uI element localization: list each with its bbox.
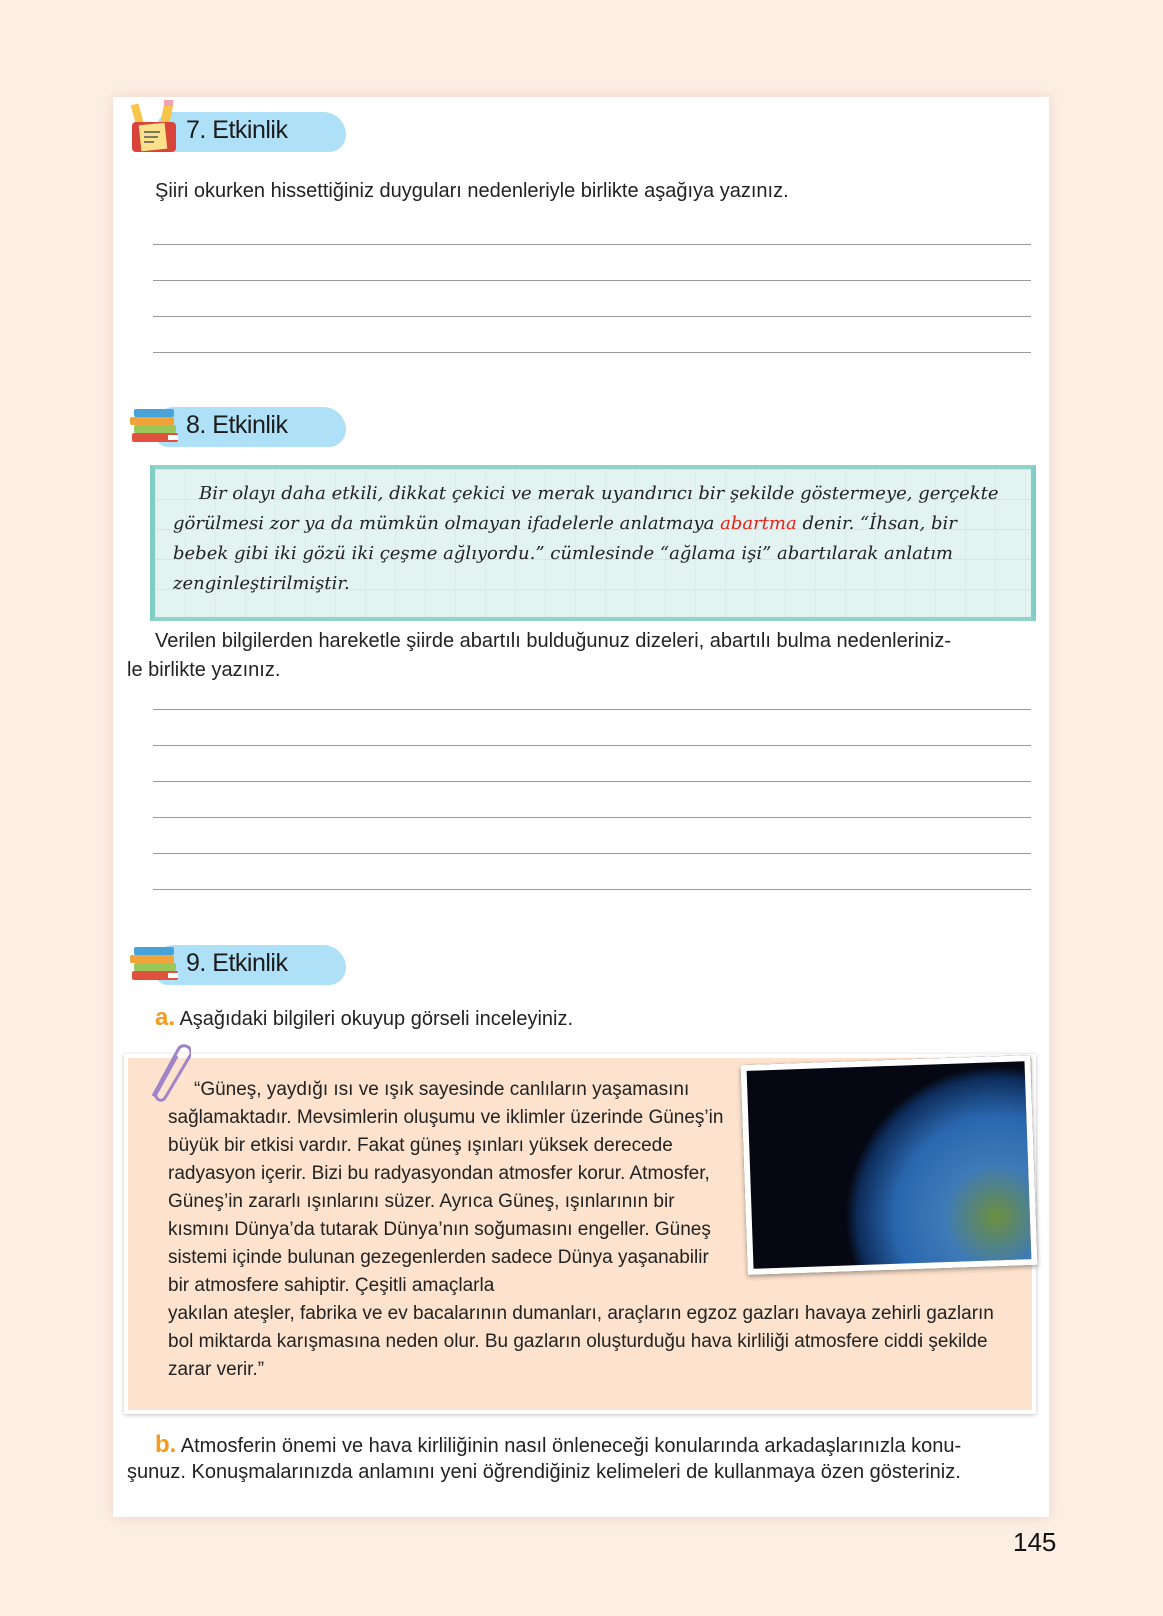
answer-line[interactable] xyxy=(153,745,1031,746)
activity-9-header xyxy=(128,933,328,987)
definition-text: Bir olayı daha etkili, dikkat çekici ve merak uyandırıcı bir şekilde göstermeye, gerçekte görülmesi zor ya da mümkün olmayan ifadelerle anlatmaya xyxy=(173,483,999,534)
info-text-part1: “Güneş, yaydığı ısı ve ışık sayesinde canlıların yaşamasını sağlamaktadır. Mevsimlerin oluşumu ve iklimler üzerinde Güneş’in büyük bir etkisi vardır. Fakat güneş ışınları yüksek derecede radyasyon içerir. Bizi bu radyasyondan atmosfer korur. Atmosfer, Güneş’in zararlı ışınlarını süzer. Ayrıca Güneş, ışınlarının bir kısmını Dünya’da tutarak Dünya’nın soğumasını engeller. Güneş sistemi içinde bulunan gezegenlerden sadece Dünya yaşanabilir bir atmosfere sahiptir. Çeşitli amaçlarla xyxy=(168,1079,724,1296)
activity-8-title: 8. Etkinlik xyxy=(186,411,288,439)
activity-8-instruction-line2: le birlikte yazınız. xyxy=(127,659,281,681)
activity-7-instruction: Şiiri okurken hissettiğiniz duyguları nedenleriyle birlikte aşağıya yazınız. xyxy=(155,180,789,202)
answer-line[interactable] xyxy=(153,817,1031,818)
definition-text-rest: denir. “İhsan, bir bebek gibi iki gözü iki çeşme ağlıyordu.” cümlesinde “ağlama işi” abartılarak anlatım zenginleştirilmiştir. xyxy=(173,513,957,594)
answer-line[interactable] xyxy=(153,352,1031,353)
books-icon xyxy=(128,395,184,449)
answer-line[interactable] xyxy=(153,280,1031,281)
answer-line[interactable] xyxy=(153,889,1031,890)
answer-line[interactable] xyxy=(153,316,1031,317)
page-number: 145 xyxy=(1013,1527,1057,1557)
info-text-part2: yakılan ateşler, fabrika ve ev bacalarının dumanları, araçların egzoz gazları havaya zehirli gazların bol miktarda karışmasına neden olur. Bu gazların oluşturduğu hava kirliliği atmosfere ciddi şekilde zarar verir.” xyxy=(168,1303,994,1380)
definition-box xyxy=(150,465,1036,621)
item-a-text: Aşağıdaki bilgileri okuyup görseli inceleyiniz. xyxy=(179,1008,574,1030)
activity-7-header xyxy=(128,100,328,154)
earth-image xyxy=(740,1055,1037,1275)
answer-line[interactable] xyxy=(153,853,1031,854)
paperclip-icon xyxy=(145,1040,191,1102)
item-b-line1: Atmosferin önemi ve hava kirliliğinin nasıl önleneceği konularında arkadaşlarınızla konu- xyxy=(180,1435,962,1457)
activity-8-header xyxy=(128,395,328,449)
item-a-marker: a. xyxy=(155,1004,176,1031)
pencil-cup-icon xyxy=(128,100,184,154)
item-b-marker: b. xyxy=(155,1431,177,1458)
activity-8-instruction-line1: Verilen bilgilerden hareketle şiirde abartılı bulduğunuz dizeleri, abartılı bulma nedenleriniz- xyxy=(155,630,952,652)
answer-line[interactable] xyxy=(153,781,1031,782)
definition-term: abartma xyxy=(720,513,797,534)
answer-line[interactable] xyxy=(153,709,1031,710)
answer-line[interactable] xyxy=(153,244,1031,245)
item-b-line2: şunuz. Konuşmalarınızda anlamını yeni öğrendiğiniz kelimeleri de kullanmaya özen gösteriniz. xyxy=(127,1461,961,1483)
books-icon xyxy=(128,933,184,987)
activity-7-title: 7. Etkinlik xyxy=(186,116,288,144)
activity-9-title: 9. Etkinlik xyxy=(186,949,288,977)
